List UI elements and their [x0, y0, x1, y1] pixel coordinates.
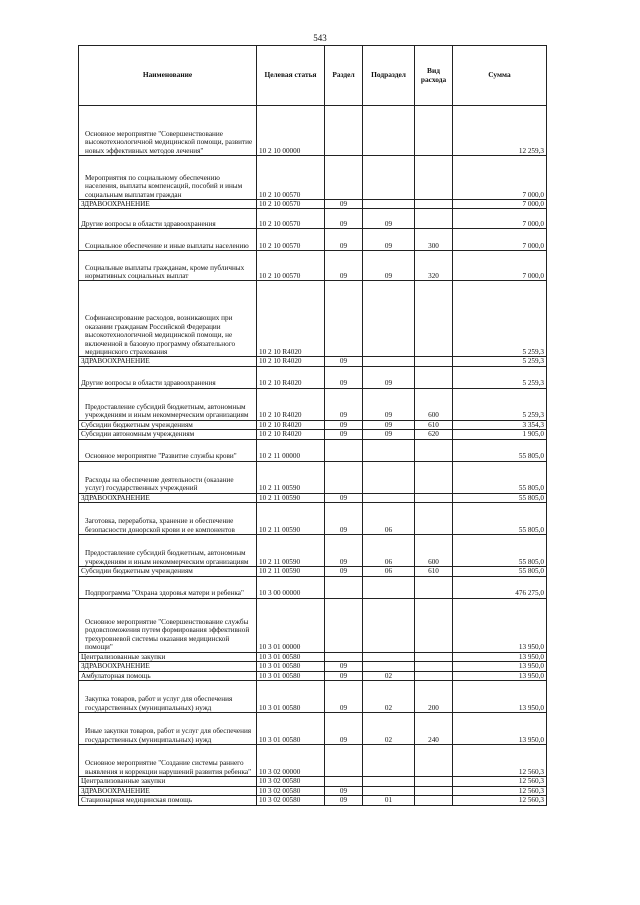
- header-section: Раздел: [325, 46, 363, 106]
- row-subsection: [363, 598, 415, 652]
- row-expense-type: [415, 576, 453, 598]
- row-subsection: 02: [363, 713, 415, 745]
- row-expense-type: 200: [415, 681, 453, 713]
- row-amount: 13 950,0: [453, 671, 547, 680]
- row-section: 09: [325, 503, 363, 535]
- row-section: 09: [325, 535, 363, 567]
- row-section: 09: [325, 796, 363, 805]
- row-amount: 12 560,3: [453, 786, 547, 795]
- row-name: ЗДРАВООХРАНЕНИЕ: [79, 786, 257, 795]
- row-expense-type: [415, 493, 453, 502]
- row-name: Расходы на обеспечение деятельности (оказание услуг) государственных учреждений: [79, 461, 257, 493]
- row-target: 10 2 10 R4020: [257, 430, 325, 439]
- row-subsection: [363, 493, 415, 502]
- table-row: [79, 357, 547, 366]
- row-name: Социальное обеспечение и иные выплаты населению: [79, 229, 257, 251]
- row-target: 10 2 10 00570: [257, 229, 325, 251]
- row-amount: 13 950,0: [453, 598, 547, 652]
- table-row: [79, 652, 547, 661]
- row-amount: 476 275,0: [453, 576, 547, 598]
- page-number: 543: [313, 33, 327, 43]
- row-section: 09: [325, 366, 363, 388]
- row-target: 10 3 01 00000: [257, 598, 325, 652]
- table-row: [79, 671, 547, 680]
- row-subsection: 01: [363, 796, 415, 805]
- row-name: Иные закупки товаров, работ и услуг для обеспечения государственных (муниципальных) нужд: [79, 713, 257, 745]
- row-target: 10 3 00 00000: [257, 576, 325, 598]
- row-target: 10 2 11 00590: [257, 535, 325, 567]
- row-expense-type: [415, 786, 453, 795]
- row-target: 10 3 02 00580: [257, 796, 325, 805]
- row-name: Предоставление субсидий бюджетным, автономным учреждениям и иным некоммерческим организациям: [79, 535, 257, 567]
- table-row: [79, 106, 547, 156]
- row-name: Централизованные закупки: [79, 652, 257, 661]
- row-amount: 55 805,0: [453, 503, 547, 535]
- table-row: [79, 662, 547, 671]
- row-target: 10 2 11 00000: [257, 439, 325, 461]
- row-amount: 55 805,0: [453, 461, 547, 493]
- row-section: [325, 745, 363, 777]
- row-subsection: [363, 576, 415, 598]
- row-section: 09: [325, 671, 363, 680]
- header-subsection: Подраздел: [363, 46, 415, 106]
- row-expense-type: [415, 652, 453, 661]
- row-expense-type: [415, 281, 453, 357]
- row-expense-type: [415, 598, 453, 652]
- row-target: 10 2 10 R4020: [257, 420, 325, 429]
- row-section: [325, 439, 363, 461]
- row-subsection: 06: [363, 567, 415, 576]
- row-section: 09: [325, 713, 363, 745]
- row-section: 09: [325, 786, 363, 795]
- row-section: 09: [325, 388, 363, 420]
- row-name: Основное мероприятие "Развитие службы крови": [79, 439, 257, 461]
- row-name: Основное мероприятие "Совершенствование высокотехнологичной медицинской помощи, развитие новых эффективных методов лечения": [79, 106, 257, 156]
- row-section: 09: [325, 662, 363, 671]
- row-target: 10 2 10 R4020: [257, 281, 325, 357]
- row-subsection: [363, 777, 415, 786]
- row-section: [325, 576, 363, 598]
- row-subsection: 02: [363, 671, 415, 680]
- row-expense-type: [415, 745, 453, 777]
- row-name: Мероприятия по социальному обеспечению населения, выплаты компенсаций, пособий и иным социальным выплатам граждан: [79, 156, 257, 200]
- row-subsection: [363, 786, 415, 795]
- row-amount: 55 805,0: [453, 535, 547, 567]
- table-row: [79, 786, 547, 795]
- row-expense-type: [415, 209, 453, 229]
- row-name: ЗДРАВООХРАНЕНИЕ: [79, 493, 257, 502]
- row-expense-type: 300: [415, 229, 453, 251]
- row-amount: 13 950,0: [453, 652, 547, 661]
- table-row: [79, 493, 547, 502]
- row-expense-type: 600: [415, 388, 453, 420]
- row-expense-type: [415, 439, 453, 461]
- row-subsection: [363, 106, 415, 156]
- row-expense-type: 600: [415, 535, 453, 567]
- header-expense-type: Вид расхода: [415, 46, 453, 106]
- row-name: Основное мероприятие "Совершенствование службы родовспоможения путем формирования эффективной трехуровневой системы оказания медицинской помощи": [79, 598, 257, 652]
- table-row: [79, 681, 547, 713]
- row-section: 09: [325, 430, 363, 439]
- row-subsection: [363, 200, 415, 209]
- row-target: 10 2 10 00570: [257, 209, 325, 229]
- row-section: 09: [325, 357, 363, 366]
- row-subsection: [363, 652, 415, 661]
- row-amount: 7 000,0: [453, 156, 547, 200]
- row-subsection: [363, 156, 415, 200]
- table-row: [79, 366, 547, 388]
- row-target: 10 3 02 00580: [257, 786, 325, 795]
- table-row: [79, 156, 547, 200]
- row-amount: 5 259,3: [453, 366, 547, 388]
- row-subsection: [363, 662, 415, 671]
- table-header-row: [79, 46, 547, 106]
- row-section: 09: [325, 493, 363, 502]
- row-section: 09: [325, 200, 363, 209]
- row-name: ЗДРАВООХРАНЕНИЕ: [79, 357, 257, 366]
- row-subsection: 06: [363, 503, 415, 535]
- row-target: 10 2 11 00590: [257, 567, 325, 576]
- row-subsection: 09: [363, 430, 415, 439]
- row-target: 10 3 01 00580: [257, 671, 325, 680]
- row-amount: 5 259,3: [453, 388, 547, 420]
- row-expense-type: 610: [415, 567, 453, 576]
- row-amount: 1 905,0: [453, 430, 547, 439]
- row-section: [325, 281, 363, 357]
- row-section: 09: [325, 251, 363, 281]
- table-row: [79, 430, 547, 439]
- row-section: 09: [325, 681, 363, 713]
- row-target: 10 3 02 00580: [257, 777, 325, 786]
- row-subsection: 09: [363, 366, 415, 388]
- row-name: Предоставление субсидий бюджетным, автономным учреждениям и иным некоммерческим организациям: [79, 388, 257, 420]
- row-amount: 7 000,0: [453, 229, 547, 251]
- row-amount: 13 950,0: [453, 662, 547, 671]
- row-target: 10 2 10 00570: [257, 251, 325, 281]
- row-name: Централизованные закупки: [79, 777, 257, 786]
- row-expense-type: [415, 366, 453, 388]
- row-name: Амбулаторная помощь: [79, 671, 257, 680]
- row-target: 10 3 01 00580: [257, 652, 325, 661]
- table-row: [79, 713, 547, 745]
- table-row: [79, 420, 547, 429]
- row-subsection: 09: [363, 420, 415, 429]
- row-expense-type: [415, 106, 453, 156]
- budget-table: [78, 45, 547, 806]
- row-expense-type: [415, 461, 453, 493]
- row-subsection: 06: [363, 535, 415, 567]
- row-name: ЗДРАВООХРАНЕНИЕ: [79, 662, 257, 671]
- row-section: [325, 777, 363, 786]
- row-expense-type: [415, 662, 453, 671]
- row-subsection: [363, 439, 415, 461]
- row-target: 10 2 10 00570: [257, 200, 325, 209]
- row-subsection: [363, 281, 415, 357]
- row-amount: 55 805,0: [453, 439, 547, 461]
- row-section: [325, 598, 363, 652]
- header-target: Целевая статья: [257, 46, 325, 106]
- table-row: [79, 796, 547, 805]
- row-section: [325, 156, 363, 200]
- row-name: Заготовка, переработка, хранение и обеспечение безопасности донорской крови и ее компонентов: [79, 503, 257, 535]
- row-name: ЗДРАВООХРАНЕНИЕ: [79, 200, 257, 209]
- row-target: 10 3 02 00000: [257, 745, 325, 777]
- row-amount: 12 560,3: [453, 745, 547, 777]
- row-expense-type: 610: [415, 420, 453, 429]
- row-amount: 55 805,0: [453, 493, 547, 502]
- table-row: [79, 503, 547, 535]
- row-target: 10 3 01 00580: [257, 681, 325, 713]
- row-name: Другие вопросы в области здравоохранения: [79, 366, 257, 388]
- row-name: Социальные выплаты гражданам, кроме публичных нормативных социальных выплат: [79, 251, 257, 281]
- table-row: [79, 535, 547, 567]
- row-target: 10 2 10 00570: [257, 156, 325, 200]
- row-name: Софинансирование расходов, возникающих при оказании гражданам Российской Федерации высокотехнологичной медицинской помощи, не включенной в базовую программу обязательного медицинского страхования: [79, 281, 257, 357]
- row-amount: 13 950,0: [453, 681, 547, 713]
- row-subsection: 09: [363, 251, 415, 281]
- row-section: [325, 461, 363, 493]
- row-expense-type: [415, 671, 453, 680]
- row-amount: 12 259,3: [453, 106, 547, 156]
- table-row: [79, 388, 547, 420]
- row-expense-type: [415, 796, 453, 805]
- row-amount: 12 560,3: [453, 796, 547, 805]
- row-target: 10 2 10 00000: [257, 106, 325, 156]
- row-amount: 5 259,3: [453, 281, 547, 357]
- row-section: 09: [325, 567, 363, 576]
- row-amount: 5 259,3: [453, 357, 547, 366]
- row-target: 10 2 11 00590: [257, 503, 325, 535]
- table-row: [79, 281, 547, 357]
- row-subsection: 02: [363, 681, 415, 713]
- table-row: [79, 598, 547, 652]
- row-amount: 12 560,3: [453, 777, 547, 786]
- table-row: [79, 745, 547, 777]
- table-row: [79, 209, 547, 229]
- row-name: Субсидии автономным учреждениям: [79, 430, 257, 439]
- row-amount: 55 805,0: [453, 567, 547, 576]
- row-name: Субсидии бюджетным учреждениям: [79, 420, 257, 429]
- row-name: Другие вопросы в области здравоохранения: [79, 209, 257, 229]
- row-expense-type: 320: [415, 251, 453, 281]
- table-row: [79, 576, 547, 598]
- row-amount: 7 000,0: [453, 200, 547, 209]
- row-amount: 13 950,0: [453, 713, 547, 745]
- row-expense-type: [415, 503, 453, 535]
- row-section: [325, 106, 363, 156]
- row-expense-type: [415, 357, 453, 366]
- table-row: [79, 567, 547, 576]
- row-expense-type: [415, 156, 453, 200]
- row-name: Субсидии бюджетным учреждениям: [79, 567, 257, 576]
- row-subsection: [363, 461, 415, 493]
- row-amount: 7 000,0: [453, 251, 547, 281]
- row-name: Подпрограмма "Охрана здоровья матери и ребенка": [79, 576, 257, 598]
- row-name: Стационарная медицинская помощь: [79, 796, 257, 805]
- row-section: [325, 652, 363, 661]
- row-target: 10 3 01 00580: [257, 713, 325, 745]
- row-subsection: [363, 357, 415, 366]
- row-expense-type: [415, 777, 453, 786]
- row-target: 10 2 10 R4020: [257, 357, 325, 366]
- table-row: [79, 461, 547, 493]
- row-name: Основное мероприятие "Создание системы раннего выявления и коррекции нарушений развития ребенка": [79, 745, 257, 777]
- row-section: 09: [325, 229, 363, 251]
- row-target: 10 2 11 00590: [257, 461, 325, 493]
- row-subsection: 09: [363, 209, 415, 229]
- row-expense-type: 240: [415, 713, 453, 745]
- row-target: 10 2 11 00590: [257, 493, 325, 502]
- row-section: 09: [325, 420, 363, 429]
- row-expense-type: 620: [415, 430, 453, 439]
- table-row: [79, 229, 547, 251]
- row-expense-type: [415, 200, 453, 209]
- header-amount: Сумма: [453, 46, 547, 106]
- row-subsection: 09: [363, 229, 415, 251]
- row-subsection: 09: [363, 388, 415, 420]
- row-target: 10 2 10 R4020: [257, 388, 325, 420]
- table-row: [79, 439, 547, 461]
- table-row: [79, 200, 547, 209]
- table-row: [79, 251, 547, 281]
- row-target: 10 2 10 R4020: [257, 366, 325, 388]
- row-target: 10 3 01 00580: [257, 662, 325, 671]
- header-name: Наименование: [79, 46, 257, 106]
- row-amount: 7 000,0: [453, 209, 547, 229]
- table-row: [79, 777, 547, 786]
- row-amount: 3 354,3: [453, 420, 547, 429]
- row-section: 09: [325, 209, 363, 229]
- row-name: Закупка товаров, работ и услуг для обеспечения государственных (муниципальных) нужд: [79, 681, 257, 713]
- row-subsection: [363, 745, 415, 777]
